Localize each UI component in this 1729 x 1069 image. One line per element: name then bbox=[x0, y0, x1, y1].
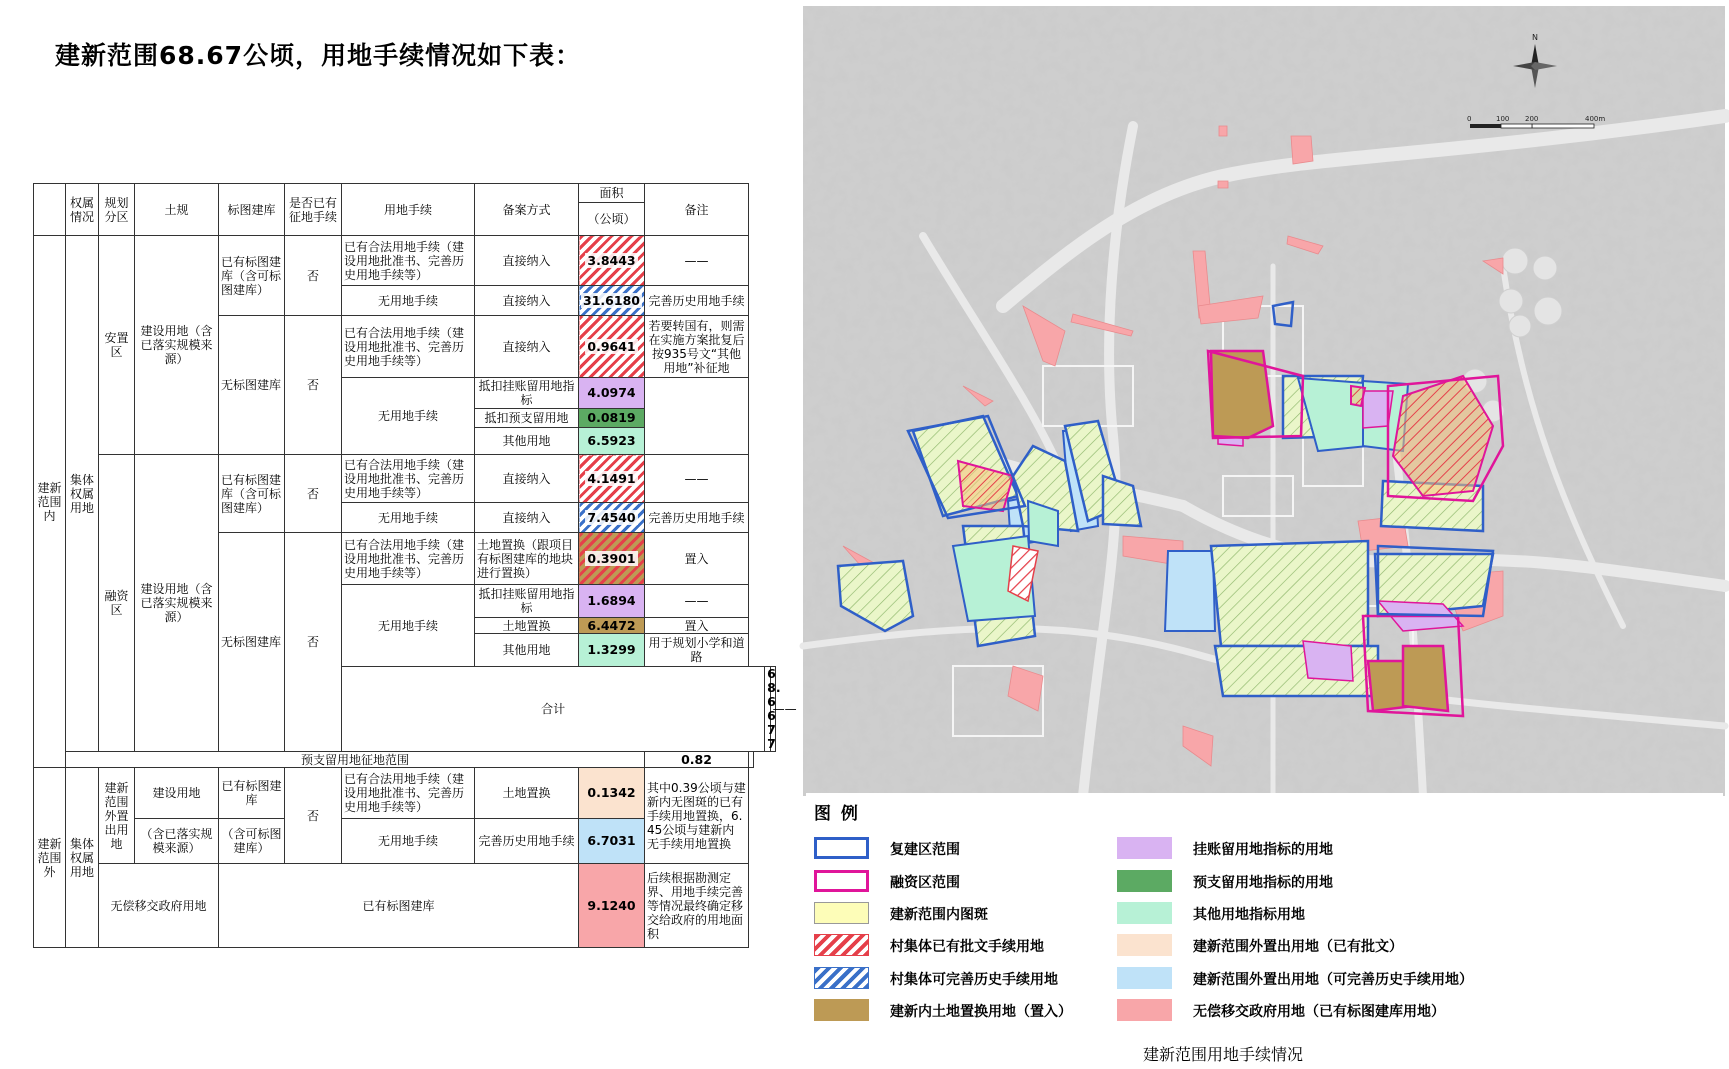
area-cell: 9.1240 bbox=[579, 864, 645, 948]
land-procedure-table bbox=[33, 183, 797, 941]
levied-outside: 否 bbox=[285, 768, 342, 864]
filing-cell: 土地置换（跟项目有标图建库的地块进行置换） bbox=[475, 533, 579, 585]
area-cell: 0.9641 bbox=[579, 316, 645, 378]
ownership-inside: 集体权属用地 bbox=[66, 236, 99, 752]
total-label: 合计 bbox=[342, 667, 765, 752]
filing-cell: 抵扣挂账留用地指标 bbox=[475, 378, 579, 409]
land-plan-outside-a: 建设用地 bbox=[135, 768, 219, 819]
levied-anzhi-2: 否 bbox=[285, 316, 342, 455]
remark-cell: 置入 bbox=[645, 618, 749, 634]
procedure-cell: 已有合法用地手续（建设用地批准书、完善历史用地手续等） bbox=[342, 533, 475, 585]
legend-label: 其他用地指标用地 bbox=[1193, 907, 1305, 923]
prepaid-area: 0.82 bbox=[645, 752, 749, 768]
legend-label: 复建区范围 bbox=[890, 842, 960, 858]
area-cell: 0.1342 bbox=[579, 768, 645, 819]
legend-label: 建新范围外置出用地（已有批文） bbox=[1193, 939, 1403, 955]
status-outside-b: （含可标图建库） bbox=[219, 819, 285, 864]
legend-label: 村集体可完善历史手续用地 bbox=[890, 972, 1058, 988]
procedure-cell: 无用地手续 bbox=[342, 286, 475, 316]
legend-swatch-purple bbox=[1117, 837, 1172, 859]
filing-cell: 直接纳入 bbox=[475, 236, 579, 286]
zone-rongzi: 融资区 bbox=[99, 455, 135, 752]
remark-cell: 若要转国有，则需在实施方案批复后按935号文“其他用地”补征地 bbox=[645, 316, 749, 378]
map-status-anzhi-2: 无标图建库 bbox=[219, 316, 285, 455]
status-outside-a: 已有标图建库 bbox=[219, 768, 285, 819]
scope-inside: 建新范围内 bbox=[34, 236, 66, 768]
legend-swatch-peach bbox=[1117, 934, 1172, 956]
ownership-outside: 集体权属用地 bbox=[66, 768, 99, 948]
land-plan-outside-b: （含已落实规模来源） bbox=[135, 819, 219, 864]
page-heading: 建新范围68.67公顷，用地手续情况如下表： bbox=[55, 41, 582, 70]
remark-cell: 其中0.39公顷与建新内无图斑的已有手续用地置换，6.45公顷与建新内无手续用地置换 bbox=[645, 768, 749, 864]
header-area: 面积 bbox=[579, 184, 645, 203]
legend-label: 建新范围内图斑 bbox=[890, 907, 988, 923]
legend-swatch-yellow bbox=[814, 902, 869, 924]
remark-cell: —— bbox=[645, 585, 749, 618]
remark-cell: 后续根据勘测定界、用地手续完善等情况最终确定移交给政府的用地面积 bbox=[645, 864, 749, 948]
map-status-rongzi-2: 无标图建库 bbox=[219, 533, 285, 752]
remark-cell: 置入 bbox=[645, 533, 749, 585]
scale-label-100: 100 bbox=[1496, 115, 1510, 123]
area-cell: 6.4472 bbox=[579, 618, 645, 634]
prepaid-remark bbox=[749, 752, 754, 768]
total-area: 68.6677 bbox=[765, 667, 770, 752]
legend-swatch-red-hatch bbox=[814, 934, 869, 956]
area-cell: 0.0819 bbox=[579, 409, 645, 428]
legend-swatch-blue-outline bbox=[814, 837, 869, 859]
free-transfer-status: 已有标图建库 bbox=[219, 864, 579, 948]
area-cell: 1.6894 bbox=[579, 585, 645, 618]
header-ownership: 权属情况 bbox=[66, 184, 99, 236]
levied-rongzi-2: 否 bbox=[285, 533, 342, 752]
area-cell: 1.3299 bbox=[579, 634, 645, 667]
legend-label: 融资区范围 bbox=[890, 875, 960, 891]
filing-cell: 土地置换 bbox=[475, 618, 579, 634]
header-land-plan: 土规 bbox=[135, 184, 219, 236]
area-cell: 0.3901 bbox=[579, 533, 645, 585]
area-cell: 4.1491 bbox=[579, 455, 645, 503]
scale-label-200: 200 bbox=[1525, 115, 1539, 123]
legend-swatch-green bbox=[1117, 870, 1172, 892]
legend-label: 建新范围外置出用地（可完善历史手续用地） bbox=[1193, 972, 1473, 988]
header-blank bbox=[34, 184, 66, 236]
remark-cell: 用于规划小学和道路 bbox=[645, 634, 749, 667]
remark-cell: 完善历史用地手续 bbox=[645, 503, 749, 533]
legend-swatch-blue-hatch bbox=[814, 967, 869, 989]
procedure-cell: 已有合法用地手续（建设用地批准书、完善历史用地手续等） bbox=[342, 455, 475, 503]
header-remark: 备注 bbox=[645, 184, 749, 236]
map-legend bbox=[806, 793, 1723, 1031]
filing-cell: 直接纳入 bbox=[475, 455, 579, 503]
remark-cell: —— bbox=[645, 236, 749, 286]
header-land-procedure: 用地手续 bbox=[342, 184, 475, 236]
procedure-cell: 无用地手续 bbox=[342, 819, 475, 864]
area-cell: 7.4540 bbox=[579, 503, 645, 533]
header-map-status: 标图建库 bbox=[219, 184, 285, 236]
procedure-cell: 已有合法用地手续（建设用地批准书、完善历史用地手续等） bbox=[342, 768, 475, 819]
prepaid-label: 预支留用地征地范围 bbox=[66, 752, 645, 768]
procedure-cell: 无用地手续 bbox=[342, 378, 475, 455]
filing-cell: 完善历史用地手续 bbox=[475, 819, 579, 864]
procedure-cell: 已有合法用地手续（建设用地批准书、完善历史用地手续等） bbox=[342, 316, 475, 378]
free-transfer-label: 无偿移交政府用地 bbox=[99, 864, 219, 948]
filing-cell: 直接纳入 bbox=[475, 503, 579, 533]
land-plan-rongzi: 建设用地（含已落实规模来源） bbox=[135, 455, 219, 752]
legend-label: 村集体已有批文手续用地 bbox=[890, 939, 1044, 955]
map-caption: 建新范围用地手续情况 bbox=[1143, 1045, 1304, 1064]
total-remark: —— bbox=[770, 667, 775, 752]
filing-cell: 直接纳入 bbox=[475, 316, 579, 378]
north-label: N bbox=[1532, 33, 1538, 42]
filing-cell: 其他用地 bbox=[475, 634, 579, 667]
map-status-rongzi-1: 已有标图建库（含可标图建库） bbox=[219, 455, 285, 533]
zone-anzhi: 安置区 bbox=[99, 236, 135, 455]
levied-rongzi-1: 否 bbox=[285, 455, 342, 533]
area-cell: 3.8443 bbox=[579, 236, 645, 286]
header-area-unit: （公顷） bbox=[579, 203, 645, 236]
legend-swatch-pink bbox=[1117, 999, 1172, 1021]
zone-outside: 建新范围外置出用地 bbox=[99, 768, 135, 864]
scale-label-0: 0 bbox=[1467, 115, 1472, 123]
scale-label-400: 400m bbox=[1585, 115, 1606, 123]
filing-cell: 抵扣预支留用地 bbox=[475, 409, 579, 428]
procedure-cell: 无用地手续 bbox=[342, 503, 475, 533]
area-cell: 6.5923 bbox=[579, 428, 645, 455]
filing-cell: 直接纳入 bbox=[475, 286, 579, 316]
area-cell: 4.0974 bbox=[579, 378, 645, 409]
scope-outside: 建新范围外 bbox=[34, 768, 66, 948]
legend-label: 无偿移交政府用地（已有标图建库用地） bbox=[1193, 1004, 1445, 1020]
header-filing: 备案方式 bbox=[475, 184, 579, 236]
filing-cell: 土地置换 bbox=[475, 768, 579, 819]
legend-swatch-brown bbox=[814, 999, 869, 1021]
legend-title: 图 例 bbox=[814, 804, 860, 824]
land-plan-anzhi: 建设用地（含已落实规模来源） bbox=[135, 236, 219, 455]
remark-cell: 完善历史用地手续 bbox=[645, 286, 749, 316]
remark-cell bbox=[645, 378, 749, 455]
legend-swatch-sky bbox=[1117, 967, 1172, 989]
area-cell: 31.6180 bbox=[579, 286, 645, 316]
header-levied: 是否已有征地手续 bbox=[285, 184, 342, 236]
filing-cell: 抵扣挂账留用地指标 bbox=[475, 585, 579, 618]
procedure-cell: 已有合法用地手续（建设用地批准书、完善历史用地手续等） bbox=[342, 236, 475, 286]
legend-swatch-mint bbox=[1117, 902, 1172, 924]
header-zone: 规划分区 bbox=[99, 184, 135, 236]
remark-cell: —— bbox=[645, 455, 749, 503]
levied-anzhi-1: 否 bbox=[285, 236, 342, 316]
legend-label: 建新内土地置换用地（置入） bbox=[890, 1004, 1072, 1020]
filing-cell: 其他用地 bbox=[475, 428, 579, 455]
legend-label: 挂账留用地指标的用地 bbox=[1193, 842, 1333, 858]
legend-swatch-magenta-outline bbox=[814, 870, 869, 892]
map-status-anzhi-1: 已有标图建库（含可标图建库） bbox=[219, 236, 285, 316]
procedure-cell: 无用地手续 bbox=[342, 585, 475, 667]
area-cell: 6.7031 bbox=[579, 819, 645, 864]
legend-label: 预支留用地指标的用地 bbox=[1193, 875, 1333, 891]
